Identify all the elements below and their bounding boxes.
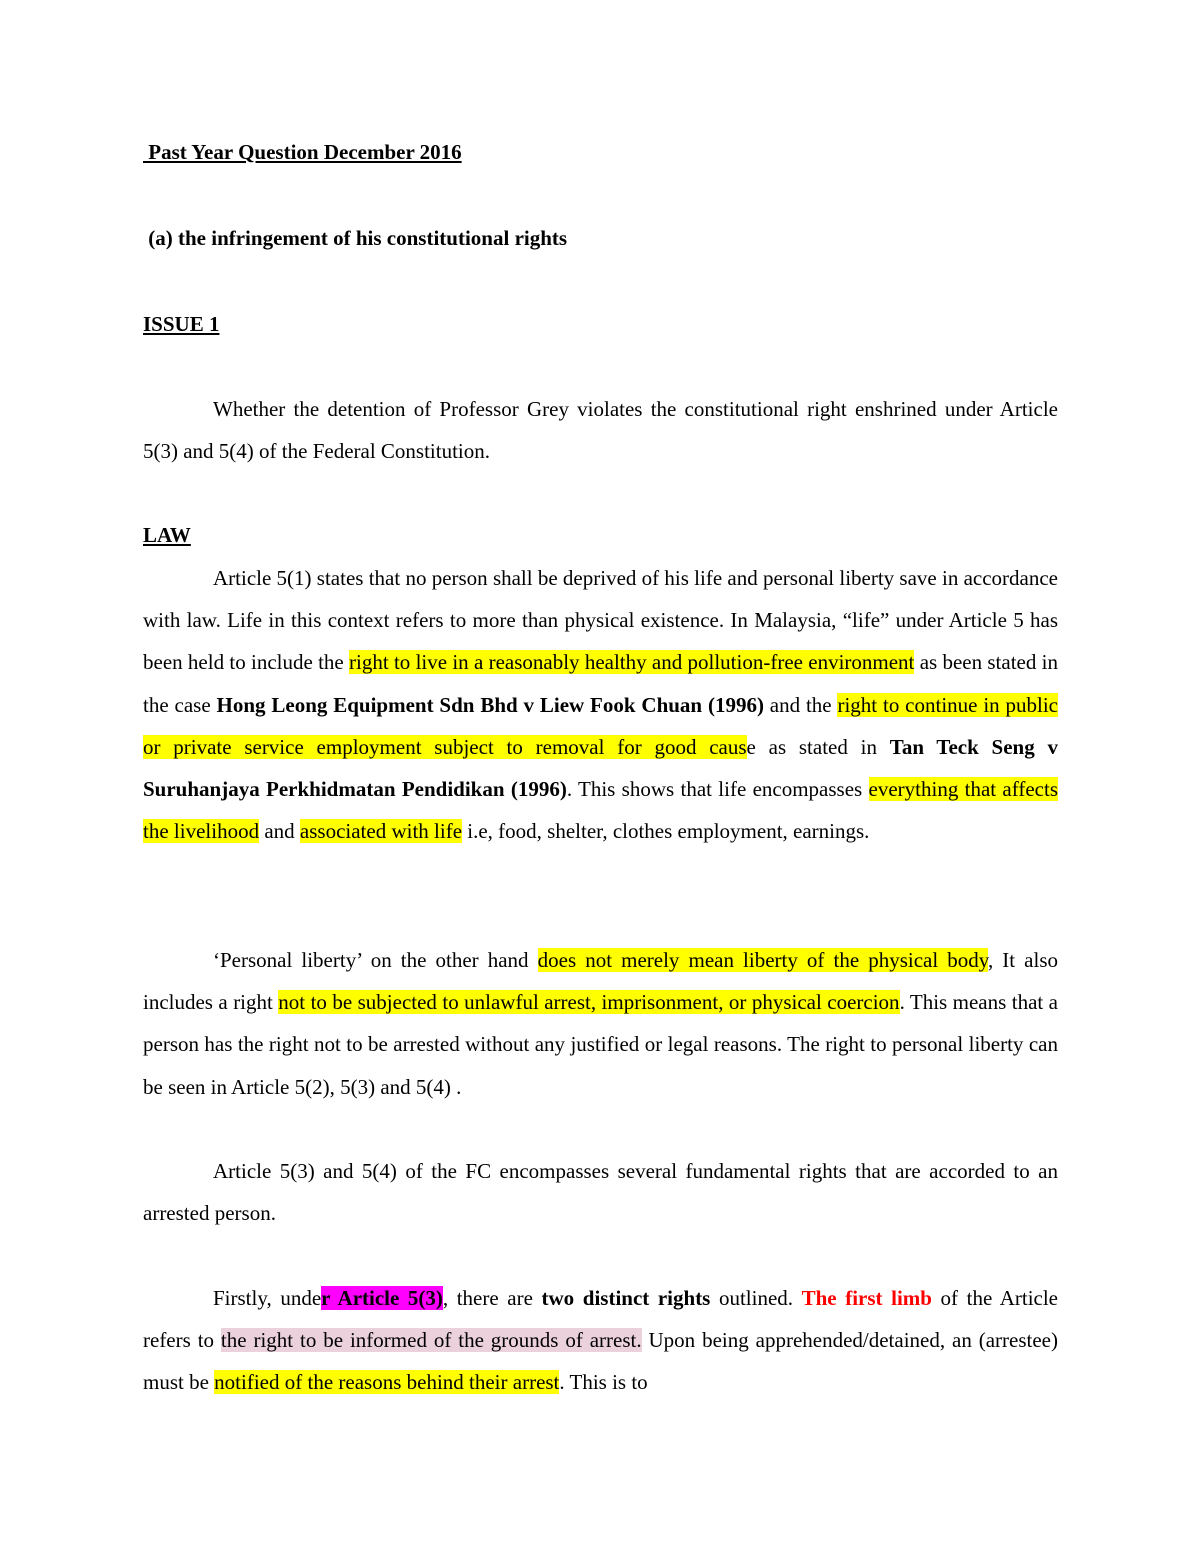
text-run: . This shows that life encompasses xyxy=(566,777,869,802)
text-run: as been stated in the case xyxy=(143,650,1058,717)
issue-heading: ISSUE 1 xyxy=(143,312,220,336)
issue-paragraph: Whether the detention of Professor Grey violates the constitutional right enshrined under Article 5(3) and 5(4) of the Federal Constitution. xyxy=(143,397,1058,464)
highlighted-text: right to live in a reasonably healthy and pollution-free environment xyxy=(349,650,915,675)
text-run: e as stated in xyxy=(746,734,890,759)
text-run: ‘Personal liberty’ on the other hand xyxy=(213,948,538,972)
text-run: of the Article refers to xyxy=(143,1286,1059,1353)
text-run: and xyxy=(259,819,300,844)
text-run: and the xyxy=(763,692,838,717)
highlighted-text: does not merely mean liberty of the physical body xyxy=(537,948,988,972)
highlighted-text: not to be subjected to unlawful arrest, imprisonment, or physical coercion xyxy=(278,990,900,1015)
law-paragraph-life xyxy=(143,557,1058,852)
highlighted-article-reference: r Article 5(3) xyxy=(321,1286,443,1310)
text-run: Article 5(1) states that no person shall be deprived of his life and personal liberty save in accordance with law. Life in this context refers to more than physical existence. In Malaysia, “life” under Article 5 has been held to include the xyxy=(143,566,1058,675)
text-run: , there are xyxy=(442,1286,542,1310)
bold-text: two distinct rights xyxy=(541,1286,711,1310)
highlighted-text: notified of the reasons behind their arrest xyxy=(214,1370,560,1395)
text-run: . This is to xyxy=(559,1370,648,1395)
highlighted-text: right to continue in public or private service employment subject to removal for good caus xyxy=(143,692,1059,759)
text-run: . This means that a person has the right not to be arrested without any justified or legal reasons. The right to personal liberty can be seen in Article 5(2), 5(3) and 5(4) . xyxy=(143,990,1058,1099)
law-paragraph-article-5-3 xyxy=(143,1277,1058,1404)
highlighted-text: associated with life xyxy=(299,819,463,844)
text-run: i.e, food, shelter, clothes employment, earnings. xyxy=(462,819,870,844)
law-paragraph-rights: Article 5(3) and 5(4) of the FC encompasses several fundamental rights that are accorded to an arrested person. xyxy=(143,1159,1058,1226)
case-citation: Tan Teck Seng v Suruhanjaya Perkhidmatan Pendidikan (1996) xyxy=(143,734,1058,802)
document-title: Past Year Question December 2016 xyxy=(143,140,462,164)
text-run: Upon being apprehended/detained, an (arrestee) must be xyxy=(143,1328,1058,1395)
red-emphasis-text: The first limb xyxy=(801,1286,932,1310)
highlighted-text: everything that affects the livelihood xyxy=(143,777,1058,844)
question-subtitle: (a) the infringement of his constitutional rights xyxy=(143,226,568,250)
highlighted-text: the right to be informed of the grounds of arrest. xyxy=(220,1328,642,1353)
text-run: , It also includes a right xyxy=(143,948,1058,1015)
text-run: outlined. xyxy=(710,1286,802,1310)
law-heading: LAW xyxy=(143,523,191,547)
law-paragraph-liberty xyxy=(143,939,1058,1108)
case-citation: Hong Leong Equipment Sdn Bhd v Liew Fook Chuan (1996) xyxy=(216,692,764,717)
text-run: Firstly, unde xyxy=(213,1286,322,1310)
